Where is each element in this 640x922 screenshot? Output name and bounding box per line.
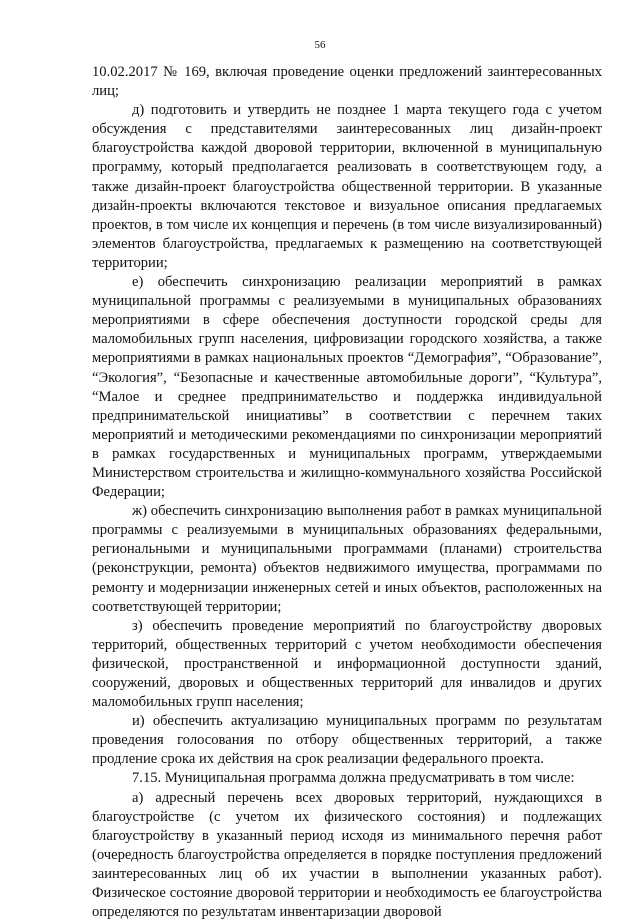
paragraph-continuation: 10.02.2017 № 169, включая проведение оценки предложений заинтересованных лиц; — [92, 64, 602, 100]
paragraph-item-zh: ж) обеспечить синхронизацию выполнения работ в рамках муниципальной программы с реализуемыми в муниципальных образованиях федеральными, региональными и муниципальными программами (планами) строительства (реконструкции, ремонта) объектов недвижимого имущества, программами по ремонту и модернизации инженерных сетей и иных объектов, расположенных на соответствующей территории; — [92, 503, 602, 615]
page-number: 56 — [314, 39, 326, 51]
paragraph-item-z: з) обеспечить проведение мероприятий по благоустройству дворовых территорий, общественных территорий с учетом необходимости обеспечения физической, пространственной и информационной доступности зданий, сооружений, дворовых и общественных территорий для инвалидов и других маломобильных групп населения; — [92, 617, 602, 711]
paragraph-item-i: и) обеспечить актуализацию муниципальных программ по результатам проведения голосования по отбору общественных территорий, а также продление срока их действия на срок реализации федерального проекта. — [92, 713, 602, 768]
paragraph-item-a: а) адресный перечень всех дворовых территорий, нуждающихся в благоустройстве (с учетом их физического состояния) и подлежащих благоустройству в указанный период исходя из минимального перечня работ (очередность благоустройства определяется в порядке поступления предложений заинтересованных лиц об их участии в выполнении указанных работ). Физическое состояние дворовой территории и необходимость ее благоустройства определяются по результатам инвентаризации дворовой — [92, 789, 602, 921]
paragraph-item-d: д) подготовить и утвердить не позднее 1 марта текущего года с учетом обсуждения с представителями заинтересованных лиц дизайн-проект благоустройства каждой дворовой территории, включенной в муниципальную программу, который предполагается реализовать в соответствующем году, а также дизайн-проект благоустройства общественной территории. В указанные дизайн-проекты включаются текстовое и визуальное описания предлагаемых проектов, в том числе их концепция и перечень (в том числе визуализированный) элементов благоустройства, предлагаемых к размещению на соответствующей территории; — [92, 102, 602, 271]
document-body — [92, 63, 602, 922]
paragraph-item-e: е) обеспечить синхронизацию реализации мероприятий в рамках муниципальной программы с реализуемыми в муниципальных образованиях мероприятиями в сфере обеспечения доступности городской среды для маломобильных групп населения, цифровизации городского хозяйства, а также мероприятиями в рамках национальных проектов “Демография”, “Образование”, “Экология”, “Безопасные и качественные автомобильные дороги”, “Культура”, “Малое и среднее предпринимательство и поддержка индивидуальной предпринимательской инициативы” в соответствии с перечнем таких мероприятий и методическими рекомендациями по синхронизации мероприятий в рамках государственных и муниципальных программ, утверждаемыми Министерством строительства и жилищно-коммунального хозяйства Российской Федерации; — [92, 274, 602, 501]
paragraph-section-7-15: 7.15. Муниципальная программа должна предусматривать в том числе: — [132, 770, 575, 787]
